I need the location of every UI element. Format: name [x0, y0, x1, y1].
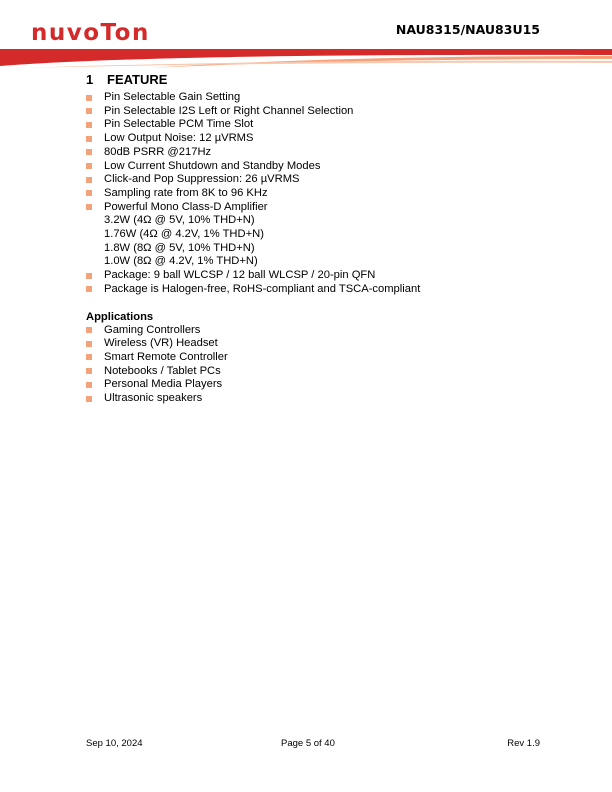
bullet-icon: [86, 190, 92, 196]
list-item: Low Current Shutdown and Standby Modes: [86, 160, 566, 174]
list-item: Sampling rate from 8K to 96 KHz: [86, 187, 566, 201]
amplifier-spec: 1.8W (8Ω @ 5V, 10% THD+N): [104, 241, 255, 254]
section-heading: [86, 72, 566, 88]
list-item: Low Output Noise: 12 µVRMS: [86, 132, 566, 146]
header-swoosh: [0, 44, 612, 70]
section-number: 1: [86, 72, 94, 87]
bullet-icon: [86, 149, 92, 155]
list-item: Click-and Pop Suppression: 26 µVRMS: [86, 173, 566, 187]
list-item: Gaming Controllers: [86, 324, 566, 338]
amplifier-spec: 1.76W (4Ω @ 4.2V, 1% THD+N): [104, 228, 264, 241]
section-title: FEATURE: [107, 72, 168, 87]
bullet-icon: [86, 108, 92, 114]
bullet-icon: [86, 177, 92, 183]
list-item: Package: 9 ball WLCSP / 12 ball WLCSP / 20-pin QFN: [86, 269, 566, 283]
bullet-icon: [86, 163, 92, 169]
main-content: [86, 72, 566, 406]
footer-page-number: Page 5 of 40: [281, 738, 335, 749]
bullet-icon: [86, 396, 92, 402]
bullet-icon: [86, 368, 92, 374]
applications-title: Applications: [86, 310, 154, 323]
amplifier-spec: 3.2W (4Ω @ 5V, 10% THD+N): [104, 214, 255, 227]
list-item: Pin Selectable I2S Left or Right Channel Selection: [86, 105, 566, 119]
bullet-icon: [86, 273, 92, 279]
list-item: Pin Selectable PCM Time Slot: [86, 118, 566, 132]
list-item: Smart Remote Controller: [86, 351, 566, 365]
bullet-icon: [86, 122, 92, 128]
amplifier-spec: 1.0W (8Ω @ 4.2V, 1% THD+N): [104, 255, 258, 268]
applications-list: [86, 324, 566, 406]
footer-revision: Rev 1.9: [507, 738, 540, 749]
bullet-icon: [86, 136, 92, 142]
part-number: NAU8315/NAU83U15: [395, 22, 540, 37]
list-item: Powerful Mono Class-D Amplifier 3.2W (4Ω @ 5V, 10% THD+N) 1.76W (4Ω @ 4.2V, 1% THD+N) 1.8W (8Ω @ 5V, 10% THD+N) 1.0W (8Ω @ 4.2V, 1% THD+N): [86, 201, 566, 270]
bullet-icon: [86, 341, 92, 347]
list-item: Pin Selectable Gain Setting: [86, 91, 566, 105]
bullet-icon: [86, 382, 92, 388]
list-item: Personal Media Players: [86, 378, 566, 392]
bullet-icon: [86, 95, 92, 101]
bullet-icon: [86, 286, 92, 292]
footer-date: Sep 10, 2024: [86, 738, 143, 749]
list-item: Wireless (VR) Headset: [86, 337, 566, 351]
bullet-icon: [86, 327, 92, 333]
nuvoton-logo: nuvoTon: [31, 20, 150, 46]
list-item: Package is Halogen-free, RoHS-compliant and TSCA-compliant: [86, 283, 566, 297]
list-item: Ultrasonic speakers: [86, 392, 566, 406]
bullet-icon: [86, 354, 92, 360]
list-item: 80dB PSRR @217Hz: [86, 146, 566, 160]
list-item: Notebooks / Tablet PCs: [86, 365, 566, 379]
bullet-icon: [86, 204, 92, 210]
feature-list: [86, 91, 566, 297]
